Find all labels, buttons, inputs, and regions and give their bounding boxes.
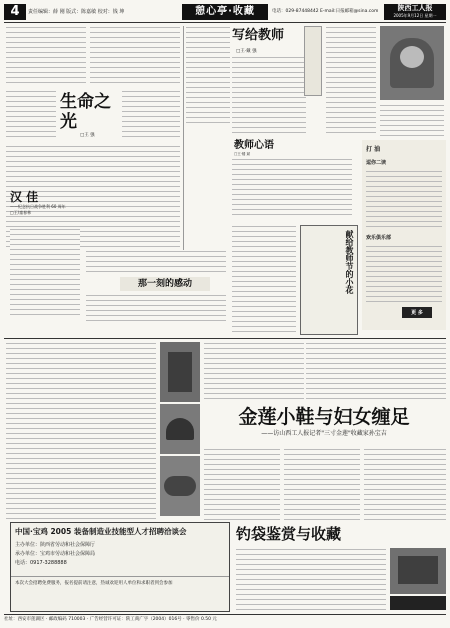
article-text-right-top — [326, 26, 376, 136]
contact-line: 电话：029-87448442 E-mail:日报邮箱@sina.com — [272, 9, 379, 14]
shengming-headline — [60, 92, 120, 138]
hanzhuang-title: 汉 佳 — [10, 190, 39, 204]
writing-byline-box — [236, 48, 276, 54]
masthead-rule — [4, 22, 446, 23]
writing-vertical-banner — [304, 26, 322, 96]
banner-title: 中国·宝鸡 2005 装备制造业技能型人才招聘洽谈会 — [15, 527, 187, 536]
hanzhuang-headline — [10, 190, 80, 226]
sidebar-text-2 — [366, 245, 442, 305]
moment-title: 那一刻的感动 — [137, 279, 192, 289]
masthead — [4, 4, 446, 20]
shengming-title: 生命之光 — [60, 92, 111, 132]
article-text-bottom-right — [306, 342, 446, 402]
article-text-lianhua-3 — [364, 448, 446, 520]
article-text-col2-mid — [122, 90, 180, 140]
writing-headline — [232, 28, 302, 48]
right-sidebar — [362, 140, 446, 330]
shoes-photo-3 — [160, 456, 200, 516]
article-text-lianhua-1 — [204, 448, 280, 520]
paper-name — [384, 4, 446, 20]
diaogou-headline — [236, 524, 386, 546]
article-text-col1-mid — [6, 90, 56, 140]
writing-byline: □王·戴 强 — [236, 49, 257, 54]
shoes-photo-2 — [160, 404, 200, 454]
banner-line4: 本次大会招聘免费服务，报名提前请注意，热诚欢迎用人单位和求职者到会参加 — [11, 576, 229, 590]
sidebar-text-1 — [366, 170, 442, 230]
sidebar-col2-heading: 欢乐俱乐部 — [366, 235, 392, 241]
lianhua-title: 金莲小鞋与妇女缠足 — [238, 406, 410, 428]
shengming-byline: □王 强 — [80, 133, 95, 138]
page-number: 4 — [4, 4, 26, 20]
section-title: 憩心亭·收藏 — [182, 4, 268, 20]
diaogou-photo — [390, 548, 446, 594]
gift-title: 献给教师节的小花 — [345, 230, 355, 294]
article-text-center-mid — [232, 56, 306, 136]
article-text-col2-top — [90, 26, 180, 86]
hanzhuang-byline: □王/童春林 — [10, 210, 32, 215]
hanzhuang-poem-text — [10, 228, 80, 318]
sidebar-more-label: 更 多 — [402, 307, 432, 318]
hanzhuang-subtitle: ——纪念抗日战争胜利 60 周年 — [10, 204, 66, 209]
article-text-bottom-left — [6, 342, 156, 520]
article-text-col1-top — [6, 26, 86, 86]
lianhua-headline — [204, 405, 444, 445]
writing-title: 写给教师 — [232, 28, 285, 43]
shoes-photo-1 — [160, 342, 200, 402]
teacher-heart-byline: □王·楼 斌 — [234, 152, 251, 156]
banner-line2: 承办单位：宝鸡市劳动和社会保障局 — [15, 551, 96, 557]
article-text-right-mid — [380, 104, 444, 140]
recruitment-banner — [10, 522, 230, 612]
article-text-bottom-center — [204, 342, 304, 402]
date-line: 2005年9月12日 星期一 — [393, 13, 437, 18]
article-text-lianhua-2 — [284, 448, 360, 520]
moment-headline — [120, 277, 210, 291]
sidebar-heading: 打 油 — [366, 146, 381, 153]
teacher-heart-headline — [234, 140, 314, 156]
article-text-diaogou — [236, 548, 386, 610]
diaogou-title: 钓袋鉴赏与收藏 — [236, 525, 342, 543]
banner-line3: 电话：0917-3288888 — [15, 560, 67, 566]
column-divider — [183, 26, 184, 251]
article-text-teacher-heart — [232, 158, 352, 218]
article-text-center-top — [186, 26, 230, 126]
banner-line1: 主办单位：陕西省劳动和社会保障厅 — [15, 542, 96, 548]
teacher-photo — [380, 26, 444, 100]
gift-box — [300, 225, 358, 335]
paper-name-text: 陕西工人报 — [397, 4, 433, 12]
sidebar-col1-heading: 逗你二读 — [366, 160, 387, 166]
article-text-moment-bottom — [86, 294, 226, 324]
lianhua-subtitle: ——访山西工人报记者"三寸金莲"收藏家孙宝吉 — [261, 430, 387, 437]
mid-rule — [4, 338, 446, 339]
article-text-gift-left — [232, 225, 296, 335]
footer: 社址：西安市莲湖区 · 邮政编码 710003 · 广告经营许可证：陕工商广字（2004）016号 · 零售价 0.50 元 — [4, 614, 446, 624]
article-text-moment — [86, 250, 226, 276]
small-ad-box — [390, 596, 446, 610]
editor-line: 责任编辑：薛 刚 版式：陈嘉敏 校对：钱 坤 — [28, 9, 125, 15]
teacher-heart-title: 教师心语 — [234, 140, 274, 151]
